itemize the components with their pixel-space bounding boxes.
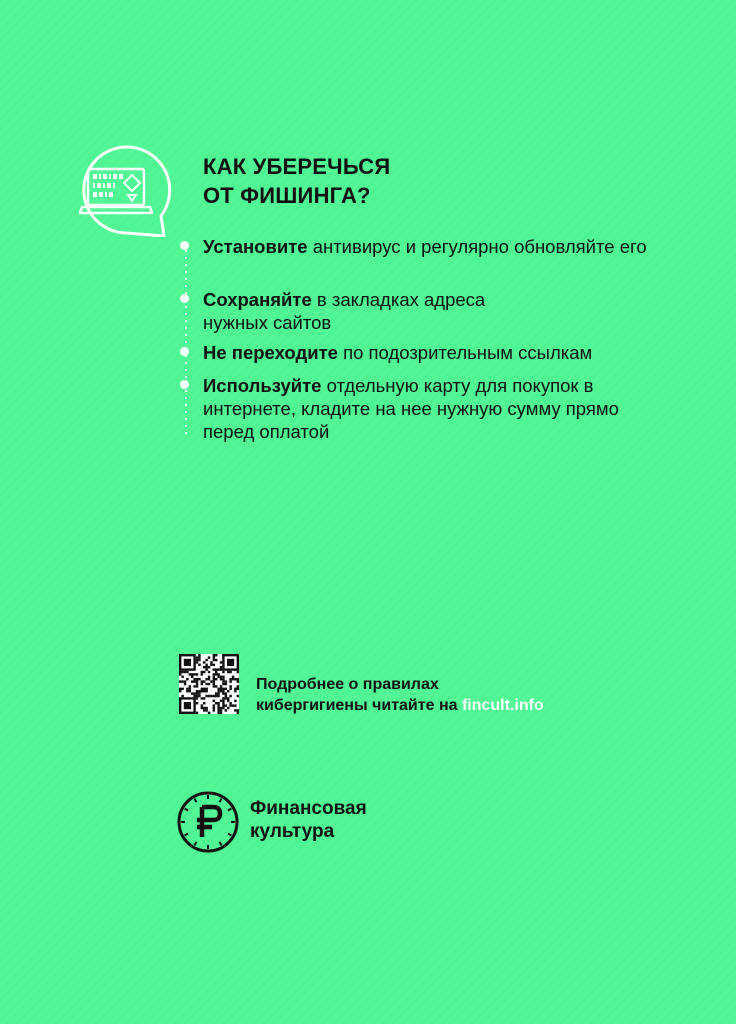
tips-dotted-line xyxy=(184,250,188,438)
tip-item-1 xyxy=(203,235,703,258)
logo-text xyxy=(250,797,367,843)
logo-line-2: культура xyxy=(250,821,335,842)
tip-4-text: отдельную карту для покупок в интернете, кладите на нее нужную сумму прямо перед оплатой xyxy=(203,375,619,442)
more-info-text xyxy=(256,674,676,716)
tip-bullet-2 xyxy=(180,294,189,303)
fincult-link[interactable]: fincult.info xyxy=(461,697,544,714)
tip-3-bold: Не переходите xyxy=(203,342,338,363)
title-line-2: ОТ ФИШИНГА? xyxy=(203,183,371,208)
tip-1-text: антивирус и регулярно обновляйте его xyxy=(307,236,647,257)
tip-2-bold: Сохраняйте xyxy=(203,289,312,310)
tip-bullet-3 xyxy=(180,347,189,356)
more-info-line-2-text: кибергигиены читайте на xyxy=(256,697,462,714)
more-info-line-1: Подробнее о правилах xyxy=(256,676,439,693)
tip-item-4 xyxy=(203,374,673,443)
laptop-binary-icon xyxy=(66,145,172,237)
tip-bullet-4 xyxy=(180,380,189,389)
tip-item-3 xyxy=(203,341,703,364)
tip-item-2 xyxy=(203,288,543,334)
tip-4-bold: Используйте xyxy=(203,375,322,396)
ruble-clock-icon xyxy=(175,789,241,855)
tip-bullet-1 xyxy=(180,241,189,250)
title-line-1: КАК УБЕРЕЧЬСЯ xyxy=(203,154,391,179)
tip-2-text: в закладках адреса нужных сайтов xyxy=(203,289,486,333)
page-title xyxy=(203,152,623,210)
tip-1-bold: Установите xyxy=(203,236,308,257)
more-info-line-2 xyxy=(256,695,676,716)
qr-code-icon[interactable] xyxy=(179,654,239,714)
tip-3-text: по подозрительным ссылкам xyxy=(337,342,593,363)
logo-line-1: Финансовая xyxy=(250,798,367,819)
